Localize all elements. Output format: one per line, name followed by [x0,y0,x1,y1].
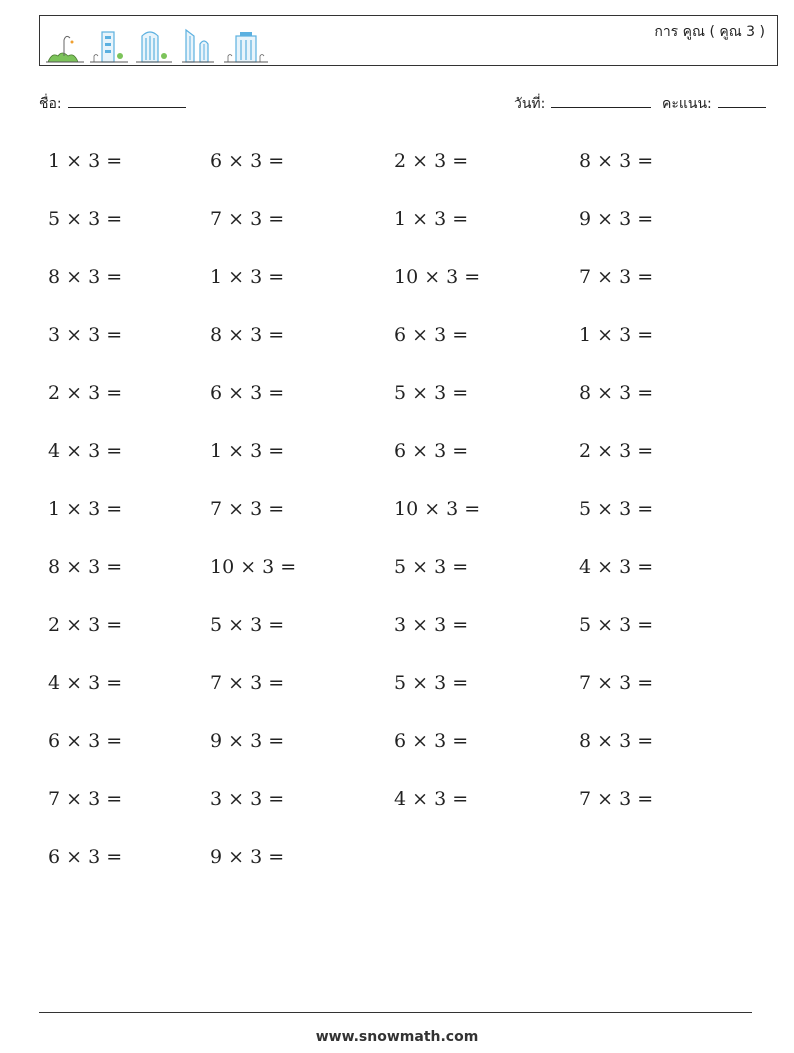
score-blank[interactable] [718,93,766,108]
problem-item: 1 × 3 = [48,150,123,172]
problem-item: 9 × 3 = [210,846,285,868]
problem-item: 7 × 3 = [210,672,285,694]
problem-item: 6 × 3 = [210,382,285,404]
problem-item: 7 × 3 = [48,788,123,810]
tall-buildings-icon [182,30,214,62]
problem-item: 4 × 3 = [48,440,123,462]
problem-item: 8 × 3 = [579,150,654,172]
problem-item: 6 × 3 = [394,730,469,752]
name-blank[interactable] [68,93,186,108]
worksheet-header [39,15,778,66]
problem-item: 9 × 3 = [210,730,285,752]
problem-item: 8 × 3 = [48,266,123,288]
problem-item: 2 × 3 = [394,150,469,172]
problem-item: 5 × 3 = [394,382,469,404]
problem-item: 4 × 3 = [48,672,123,694]
park-icon [46,36,84,62]
problem-item: 7 × 3 = [210,498,285,520]
problem-item: 2 × 3 = [48,614,123,636]
score-field [662,93,766,115]
problem-item: 1 × 3 = [210,266,285,288]
problem-item: 1 × 3 = [394,208,469,230]
problem-item: 7 × 3 = [579,672,654,694]
problem-item: 5 × 3 = [48,208,123,230]
office-building-icon [136,32,172,62]
city-building-icon [224,32,268,62]
problem-item: 5 × 3 = [579,614,654,636]
name-label: ชื่อ: [39,96,62,112]
building-icon [90,32,128,62]
problem-item: 7 × 3 = [579,266,654,288]
problem-item: 9 × 3 = [579,208,654,230]
problem-item: 3 × 3 = [48,324,123,346]
problem-item: 3 × 3 = [394,614,469,636]
problem-item: 4 × 3 = [579,556,654,578]
problem-item: 8 × 3 = [579,382,654,404]
header-illustrations [44,22,274,64]
problem-item: 7 × 3 = [579,788,654,810]
problem-item: 10 × 3 = [394,498,481,520]
problem-item: 2 × 3 = [48,382,123,404]
date-label: วันที่: [514,96,546,112]
score-label: คะแนน: [662,96,712,112]
problem-item: 5 × 3 = [579,498,654,520]
problem-item: 1 × 3 = [48,498,123,520]
problem-item: 1 × 3 = [210,440,285,462]
problem-item: 6 × 3 = [48,730,123,752]
problem-item: 5 × 3 = [210,614,285,636]
problem-item: 5 × 3 = [394,556,469,578]
problem-item: 6 × 3 = [394,324,469,346]
problem-item: 10 × 3 = [210,556,297,578]
worksheet-title: การ คูณ ( คูณ 3 ) [654,24,765,40]
problem-item: 6 × 3 = [48,846,123,868]
footer-divider [39,1012,752,1013]
date-field [514,93,651,115]
problem-item: 2 × 3 = [579,440,654,462]
problem-item: 8 × 3 = [210,324,285,346]
name-field [39,93,186,115]
problem-item: 8 × 3 = [579,730,654,752]
footer-url: www.snowmath.com [315,1029,479,1045]
problem-item: 1 × 3 = [579,324,654,346]
problem-item: 10 × 3 = [394,266,481,288]
problem-item: 4 × 3 = [394,788,469,810]
problem-item: 8 × 3 = [48,556,123,578]
problem-item: 7 × 3 = [210,208,285,230]
problem-item: 6 × 3 = [394,440,469,462]
problem-item: 3 × 3 = [210,788,285,810]
problem-item: 5 × 3 = [394,672,469,694]
problem-item: 6 × 3 = [210,150,285,172]
date-blank[interactable] [551,93,651,108]
